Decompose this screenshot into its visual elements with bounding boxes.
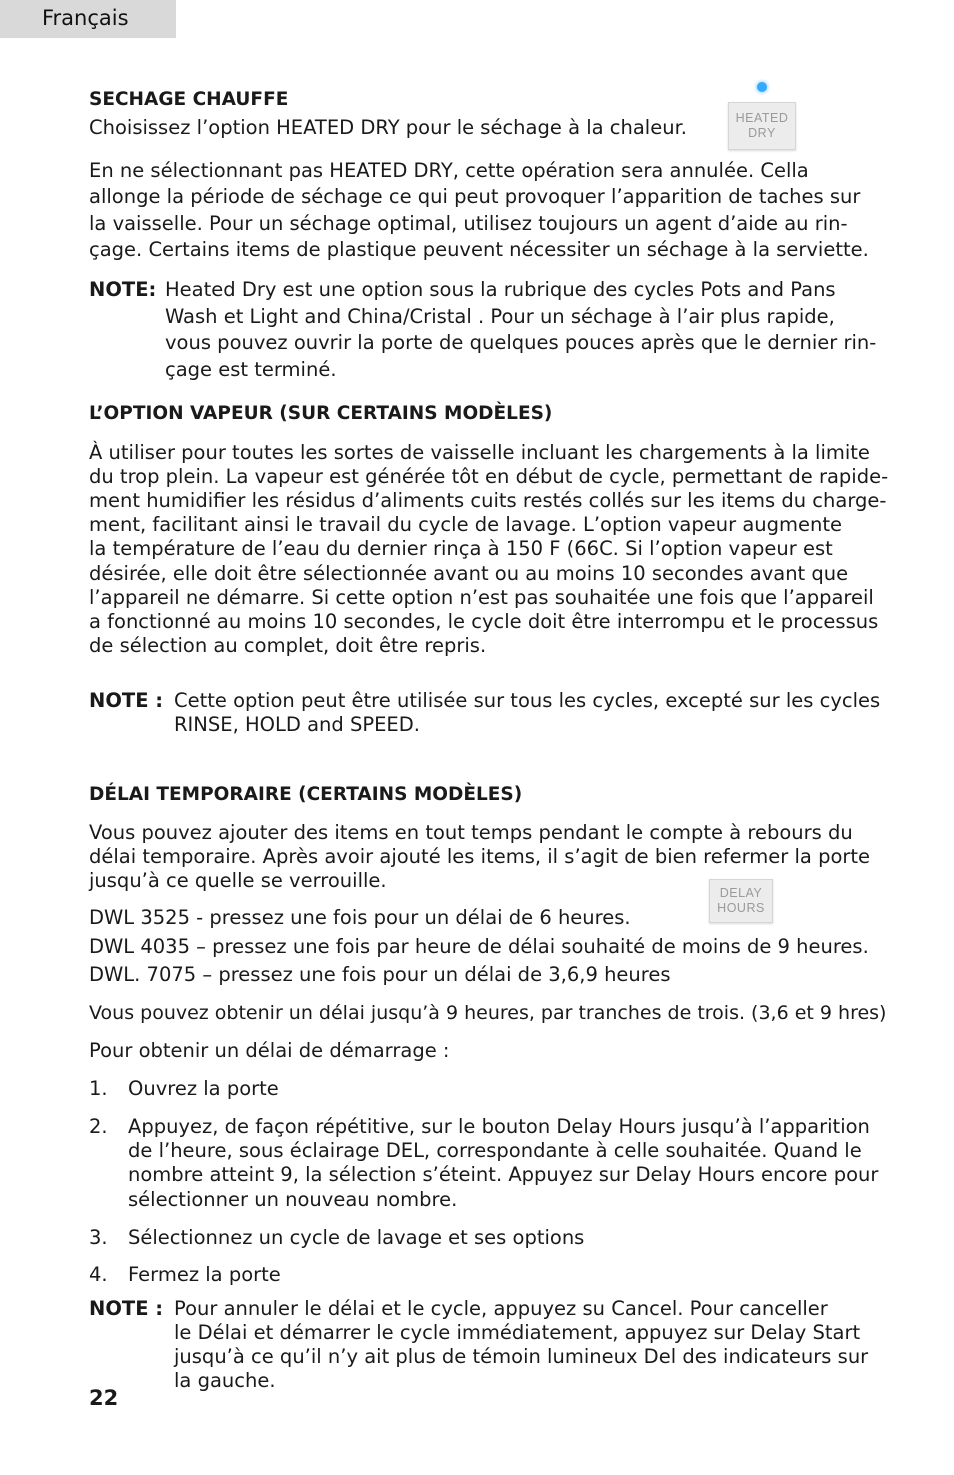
heated-dry-button-line2: DRY xyxy=(748,126,776,140)
delay-intro: Pour obtenir un délai de démarrage : xyxy=(89,1039,450,1062)
steam-note-line: RINSE, HOLD and SPEED. xyxy=(174,713,420,736)
delay-model-line: DWL. 7075 – pressez une fois pour un délai de 3,6,9 heures xyxy=(89,963,671,986)
heated-dry-button[interactable] xyxy=(728,102,796,150)
delay-note-line: Pour annuler le délai et le cycle, appuyez su Cancel. Pour canceller xyxy=(174,1297,828,1320)
language-tab: Français xyxy=(0,0,176,38)
steam-title: L’OPTION VAPEUR (SUR CERTAINS MODÈLES) xyxy=(89,403,553,424)
delay-para-line: jusqu’à ce quelle se verrouille. xyxy=(89,869,387,892)
step-line: Fermez la porte xyxy=(128,1263,281,1286)
steam-para-line: ment humidifier les résidus d’aliments cuits restés collés sur les items du charge- xyxy=(89,489,887,512)
heated-dry-title: SECHAGE CHAUFFE xyxy=(89,89,289,110)
step-line: sélectionner un nouveau nombre. xyxy=(128,1188,458,1211)
delay-note-line: le Délai et démarrer le cycle immédiatement, appuyez sur Delay Start xyxy=(174,1321,861,1344)
heated-dry-para-line: En ne sélectionnant pas HEATED DRY, cette opération sera annulée. Cella xyxy=(89,159,809,182)
step-number: 3. xyxy=(89,1226,108,1249)
heated-dry-para-line: allonge la période de séchage ce qui peut provoquer l’apparition de taches sur xyxy=(89,185,861,208)
steam-para-line: À utiliser pour toutes les sortes de vaisselle incluant les chargements à la limite xyxy=(89,441,870,464)
step-line: de l’heure, sous éclairage DEL, correspondante à celle souhaitée. Quand le xyxy=(128,1139,862,1162)
steam-para-line: l’appareil ne démarre. Si cette option n’est pas souhaitée une fois que l’appareil xyxy=(89,586,874,609)
delay-hours-button-line1: DELAY xyxy=(719,886,763,900)
heated-dry-para-line: çage. Certains items de plastique peuvent nécessiter un séchage à la serviette. xyxy=(89,238,869,261)
step-line: Appuyez, de façon répétitive, sur le bouton Delay Hours jusqu’à l’apparition xyxy=(128,1115,870,1138)
delay-title: DÉLAI TEMPORAIRE (CERTAINS MODÈLES) xyxy=(89,784,523,805)
heated-dry-led-icon xyxy=(757,82,767,92)
steam-para-line: désirée, elle doit être sélectionnée avant ou au moins 10 secondes avant que xyxy=(89,562,849,585)
steam-para-line: du trop plein. La vapeur est générée tôt en début de cycle, permettant de rapide- xyxy=(89,465,889,488)
steam-para-line: la température de l’eau du dernier rinça à 150 F (66C. Si l’option vapeur est xyxy=(89,537,833,560)
delay-para-line: Vous pouvez ajouter des items en tout temps pendant le compte à rebours du xyxy=(89,821,853,844)
delay-hours-button-line2: HOURS xyxy=(717,901,765,915)
steam-para-line: de sélection au complet, doit être repris. xyxy=(89,634,487,657)
delay-note-line: jusqu’à ce qu’il n’y ait plus de témoin lumineux Del des indicateurs sur xyxy=(174,1345,869,1368)
delay-hours-button[interactable] xyxy=(709,879,773,923)
step-number: 2. xyxy=(89,1115,108,1138)
delay-note-line: la gauche. xyxy=(174,1369,276,1392)
step-number: 4. xyxy=(89,1263,108,1286)
step-line: nombre atteint 9, la sélection s’éteint. Appuyez sur Delay Hours encore pour xyxy=(128,1163,879,1186)
steam-para-line: a fonctionné au moins 10 secondes, le cycle doit être interrompu et le processus xyxy=(89,610,879,633)
heated-dry-note-label: NOTE: xyxy=(89,278,157,301)
delay-note-label: NOTE : xyxy=(89,1297,164,1320)
heated-dry-note-line: vous pouvez ouvrir la porte de quelques pouces après que le dernier rin- xyxy=(165,331,877,354)
heated-dry-note-line: Heated Dry est une option sous la rubrique des cycles Pots and Pans xyxy=(165,278,836,301)
step-number: 1. xyxy=(89,1077,108,1100)
page-number: 22 xyxy=(89,1386,119,1410)
delay-max-text: Vous pouvez obtenir un délai jusqu’à 9 heures, par tranches de trois. (3,6 et 9 hres) xyxy=(89,1002,887,1024)
steam-note-line: Cette option peut être utilisée sur tous les cycles, excepté sur les cycles xyxy=(174,689,881,712)
step-line: Ouvrez la porte xyxy=(128,1077,279,1100)
step-line: Sélectionnez un cycle de lavage et ses options xyxy=(128,1226,585,1249)
delay-para-line: délai temporaire. Après avoir ajouté les items, il s’agit de bien refermer la porte xyxy=(89,845,871,868)
steam-note-label: NOTE : xyxy=(89,689,164,712)
heated-dry-note-line: çage est terminé. xyxy=(165,358,337,381)
heated-dry-para-line: la vaisselle. Pour un séchage optimal, utilisez toujours un agent d’aide au rin- xyxy=(89,212,848,235)
heated-dry-button-line1: HEATED xyxy=(735,111,789,125)
steam-para-line: ment, facilitant ainsi le travail du cycle de lavage. L’option vapeur augmente xyxy=(89,513,843,536)
heated-dry-intro: Choisissez l’option HEATED DRY pour le séchage à la chaleur. xyxy=(89,116,688,139)
delay-model-line: DWL 3525 - pressez une fois pour un délai de 6 heures. xyxy=(89,906,631,929)
delay-model-line: DWL 4035 – pressez une fois par heure de délai souhaité de moins de 9 heures. xyxy=(89,935,869,958)
heated-dry-note-line: Wash et Light and China/Cristal . Pour un séchage à l’air plus rapide, xyxy=(165,305,835,328)
